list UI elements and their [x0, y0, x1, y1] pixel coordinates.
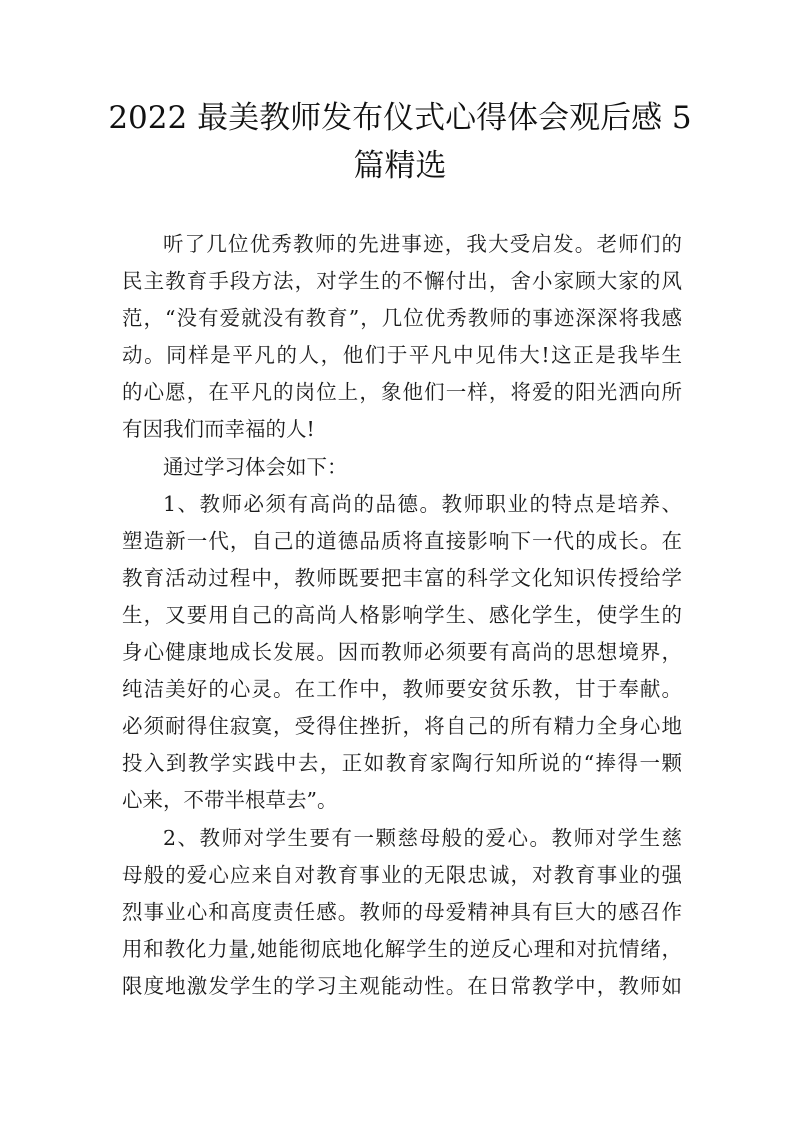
body-text-line: 母般的爱心应来自对教育事业的无限忠诚，对教育事业的强 — [122, 862, 682, 887]
body-text-line: 限度地激发学生的学习主观能动性。在日常教学中，教师如 — [122, 973, 682, 998]
body-text-line: 教育活动过程中，教师既要把丰富的科学文化知识传授给学 — [122, 565, 682, 590]
body-text-line: 2、教师对学生要有一颗慈母般的爱心。教师对学生慈 — [163, 825, 682, 850]
body-text-line: 用和教化力量,她能彻底地化解学生的逆反心理和对抗情绪， — [122, 936, 682, 961]
body-text-line: 1、教师必须有高尚的品德。教师职业的特点是培养、 — [163, 491, 682, 516]
body-text-line: 塑造新一代，自己的道德品质将直接影响下一代的成长。在 — [122, 528, 682, 553]
body-text-line: 听了几位优秀教师的先进事迹，我大受启发。老师们的 — [163, 232, 682, 256]
body-text-line: 投入到教学实践中去，正如教育家陶行知所说的“捧得一颗 — [122, 751, 682, 776]
body-text-line: 心来，不带半根草去”。 — [122, 788, 338, 813]
body-text-line: 动。同样是平凡的人，他们于平凡中见伟大!这正是我毕生 — [122, 343, 682, 368]
body-text-line: 民主教育手段方法，对学生的不懈付出，舍小家顾大家的风 — [122, 269, 682, 294]
body-text-line: 纯洁美好的心灵。在工作中，教师要安贫乐教，甘于奉献。 — [122, 677, 682, 702]
body-text-line: 的心愿，在平凡的岗位上，象他们一样，将爱的阳光洒向所 — [122, 380, 682, 405]
title-line-1: 2022 最美教师发布仪式心得体会观后感 5 — [108, 100, 692, 136]
title-line-2: 篇精选 — [353, 148, 447, 184]
document-body — [122, 226, 682, 1005]
body-text-line: 通过学习体会如下： — [163, 454, 348, 479]
body-text-line: 烈事业心和高度责任感。教师的母爱精神具有巨大的感召作 — [122, 899, 682, 924]
body-text-line: 范，“没有爱就没有教育”，几位优秀教师的事迹深深将我感 — [122, 306, 682, 331]
body-text-line: 必须耐得住寂寞，受得住挫折，将自己的所有精力全身心地 — [122, 714, 682, 739]
body-text-line: 生，又要用自己的高尚人格影响学生、感化学生，使学生的 — [122, 602, 682, 627]
body-text-line: 有因我们而幸福的人! — [122, 417, 315, 442]
body-text-line: 身心健康地成长发展。因而教师必须要有高尚的思想境界， — [122, 640, 682, 665]
document-title — [0, 94, 800, 190]
